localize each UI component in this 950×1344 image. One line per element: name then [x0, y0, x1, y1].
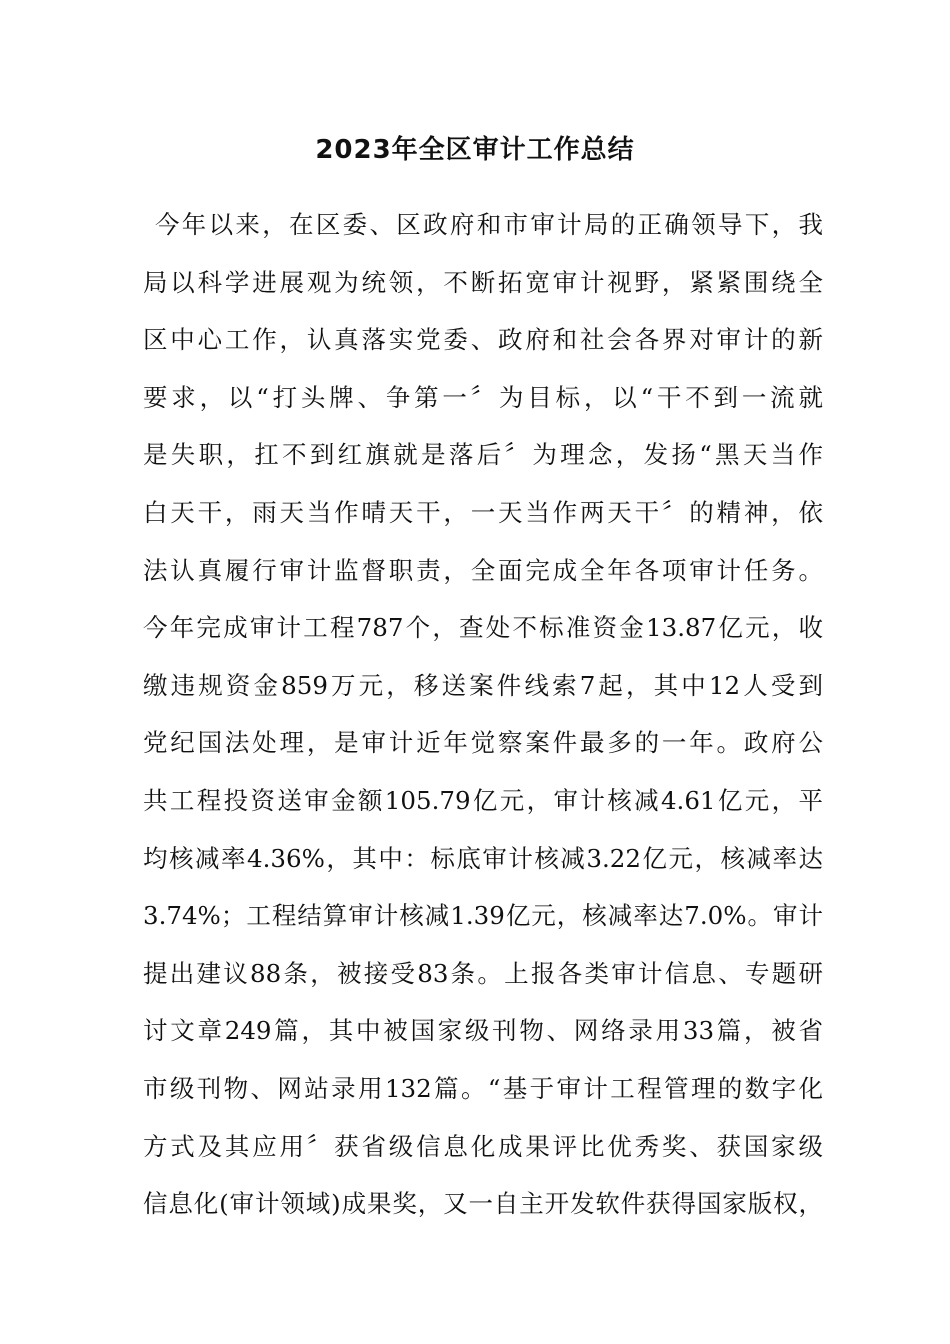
body-line: 白天干，雨天当作晴天干，一天当作两天干〞的精神，依 [143, 497, 823, 527]
body-line: 共工程投资送审金额105.79亿元，审计核减4.61亿元，平 [143, 785, 823, 815]
body-line: 局以科学进展观为统领，不断拓宽审计视野，紧紧围绕全 [143, 267, 823, 297]
document-body [143, 196, 823, 1233]
body-line: 法认真履行审计监督职责，全面完成全年各项审计任务。 [143, 555, 823, 585]
body-line: 提出建议88条，被接受83条。上报各类审计信息、专题研 [143, 958, 823, 988]
body-line: 方式及其应用〞获省级信息化成果评比优秀奖、获国家级 [143, 1131, 823, 1161]
body-line: 信息化(审计领域)成果奖，又一自主开发软件获得国家版权， [143, 1189, 823, 1219]
body-line: 均核减率4.36%，其中：标底审计核减3.22亿元，核减率达 [143, 843, 823, 873]
body-line: 是失职，扛不到红旗就是落后〞为理念，发扬“黑天当作 [143, 440, 823, 470]
body-line: 讨文章249篇，其中被国家级刊物、网络录用33篇，被省 [143, 1016, 823, 1046]
body-line: 市级刊物、网站录用132篇。“基于审计工程管理的数字化 [143, 1073, 823, 1103]
body-line: 3.74%；工程结算审计核减1.39亿元，核减率达7.0%。审计 [143, 901, 823, 931]
body-line: 今年完成审计工程787个，查处不标准资金13.87亿元，收 [143, 613, 823, 643]
document-title: 2023年全区审计工作总结 [315, 135, 635, 165]
body-line: 区中心工作，认真落实党委、政府和社会各界对审计的新 [143, 325, 823, 355]
body-line: 要求，以“打头牌、争第一〞为目标，以“干不到一流就 [143, 382, 823, 412]
body-line: 今年以来，在区委、区政府和市审计局的正确领导下，我 [155, 210, 823, 239]
body-line: 缴违规资金859万元，移送案件线索7起，其中12人受到 [143, 670, 823, 700]
body-line: 党纪国法处理，是审计近年觉察案件最多的一年。政府公 [143, 728, 823, 758]
